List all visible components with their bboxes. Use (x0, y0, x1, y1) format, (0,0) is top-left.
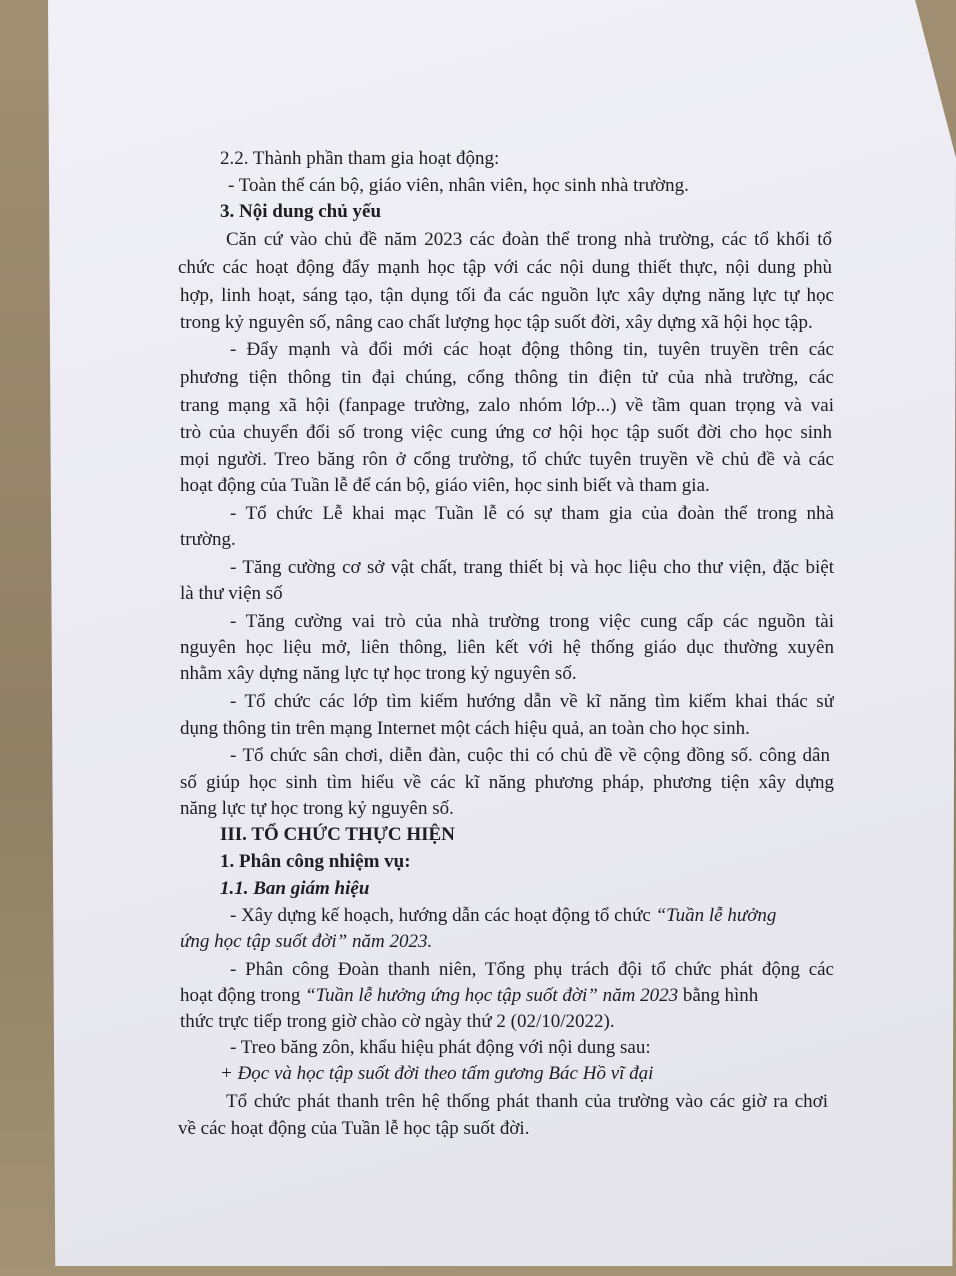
paragraph-line: nhằm xây dựng năng lực tự học trong kỷ nguyên số. (180, 663, 577, 684)
paragraph-line: nguyên học liệu mở, liên thông, liên kết với hệ thống giáo dục thường xuyên (180, 637, 834, 658)
paragraph-line: - Toàn thể cán bộ, giáo viên, nhân viên, học sinh nhà trường. (228, 175, 689, 196)
paragraph-line: là thư viện số (180, 583, 283, 604)
paragraph-line: trường. (180, 529, 236, 550)
paragraph-line: số giúp học sinh tìm hiểu về các kĩ năng phương pháp, phương tiện xây dựng (180, 772, 834, 793)
paragraph-line: trang mạng xã hội (fanpage trường, zalo nhóm lớp...) về tầm quan trọng và vai (180, 395, 834, 416)
paragraph-line: năng lực tự học trong kỷ nguyên số. (180, 798, 454, 819)
text-run: - Xây dựng kế hoạch, hướng dẫn các hoạt động tổ chức (230, 905, 656, 926)
paragraph-line: - Tăng cường cơ sở vật chất, trang thiết bị và học liệu cho thư viện, đặc biệt (230, 557, 834, 578)
italic-title-run: “Tuần lễ hưởng ứng học tập suốt đời” năm 2023 (305, 985, 679, 1006)
paragraph-line: trong kỷ nguyên số, nâng cao chất lượng học tập suốt đời, xây dựng xã hội học tập. (180, 312, 813, 333)
section-III-heading: III. TỔ CHỨC THỰC HIỆN (220, 824, 455, 845)
paragraph-line: về các hoạt động của Tuần lễ học tập suốt đời. (178, 1118, 530, 1139)
paragraph-line: phương tiện thông tin đại chúng, cổng thông tin điện tử của nhà trường, các (180, 367, 834, 388)
subsection-1-heading: 1. Phân công nhiệm vụ: (220, 851, 411, 872)
paragraph-line: - Treo băng zôn, khẩu hiệu phát động với nội dung sau: (230, 1037, 651, 1058)
paragraph-line (180, 984, 758, 1008)
paragraph-line: hoạt động của Tuần lễ để cán bộ, giáo viên, học sinh biết và tham gia. (180, 475, 710, 496)
subsection-1-1-heading: 1.1. Ban giám hiệu (220, 878, 370, 899)
slogan-line: + Đọc và học tập suốt đời theo tấm gương Bác Hồ vĩ đại (220, 1063, 654, 1084)
paragraph-line: ứng học tập suốt đời” năm 2023. (180, 931, 433, 952)
paragraph-line: - Tổ chức sân chơi, diễn đàn, cuộc thi có chủ đề về cộng đồng số. công dân (230, 745, 830, 766)
paragraph-line: chức các hoạt động đẩy mạnh học tập với các nội dung thiết thực, nội dung phù (178, 257, 832, 278)
paragraph-line: mọi người. Treo băng rôn ở cổng trường, tổ chức tuyên truyền về chủ đề và các (180, 449, 834, 470)
text-run: hoạt động trong (180, 985, 306, 1006)
paragraph-line: hợp, linh hoạt, sáng tạo, tận dụng tối đa các nguồn lực xây dựng năng lực tự học (180, 285, 834, 306)
paragraph-line: - Tổ chức Lễ khai mạc Tuần lễ có sự tham gia của đoàn thể trong nhà (230, 503, 834, 524)
paragraph-line: - Phân công Đoàn thanh niên, Tổng phụ trách đội tổ chức phát động các (230, 959, 834, 980)
paragraph-line: dụng thông tin trên mạng Internet một cách hiệu quả, an toàn cho học sinh. (180, 718, 750, 739)
paragraph-line: thức trực tiếp trong giờ chào cờ ngày thứ 2 (02/10/2022). (180, 1011, 615, 1032)
paragraph-line: trò của chuyển đổi số trong việc cung ứng cơ hội học tập suốt đời cho học sinh (180, 422, 832, 443)
paragraph-line: - Đẩy mạnh và đổi mới các hoạt động thông tin, tuyên truyền trên các (230, 339, 834, 360)
paragraph-line (230, 904, 776, 928)
paragraph-line: Căn cứ vào chủ đề năm 2023 các đoàn thể trong nhà trường, các tổ khối tổ (226, 229, 832, 250)
text-run: bằng hình (678, 985, 759, 1006)
section-2-2-heading: 2.2. Thành phần tham gia hoạt động: (220, 148, 500, 169)
italic-title-run: “Tuần lễ hưởng (655, 905, 777, 926)
section-3-heading: 3. Nội dung chủ yếu (220, 201, 382, 222)
paragraph-line: Tổ chức phát thanh trên hệ thống phát thanh của trường vào các giờ ra chơi (226, 1091, 828, 1112)
paragraph-line: - Tổ chức các lớp tìm kiếm hướng dẫn về kĩ năng tìm kiếm khai thác sử (230, 691, 834, 712)
paragraph-line: - Tăng cường vai trò của nhà trường trong việc cung cấp các nguồn tài (230, 611, 834, 632)
